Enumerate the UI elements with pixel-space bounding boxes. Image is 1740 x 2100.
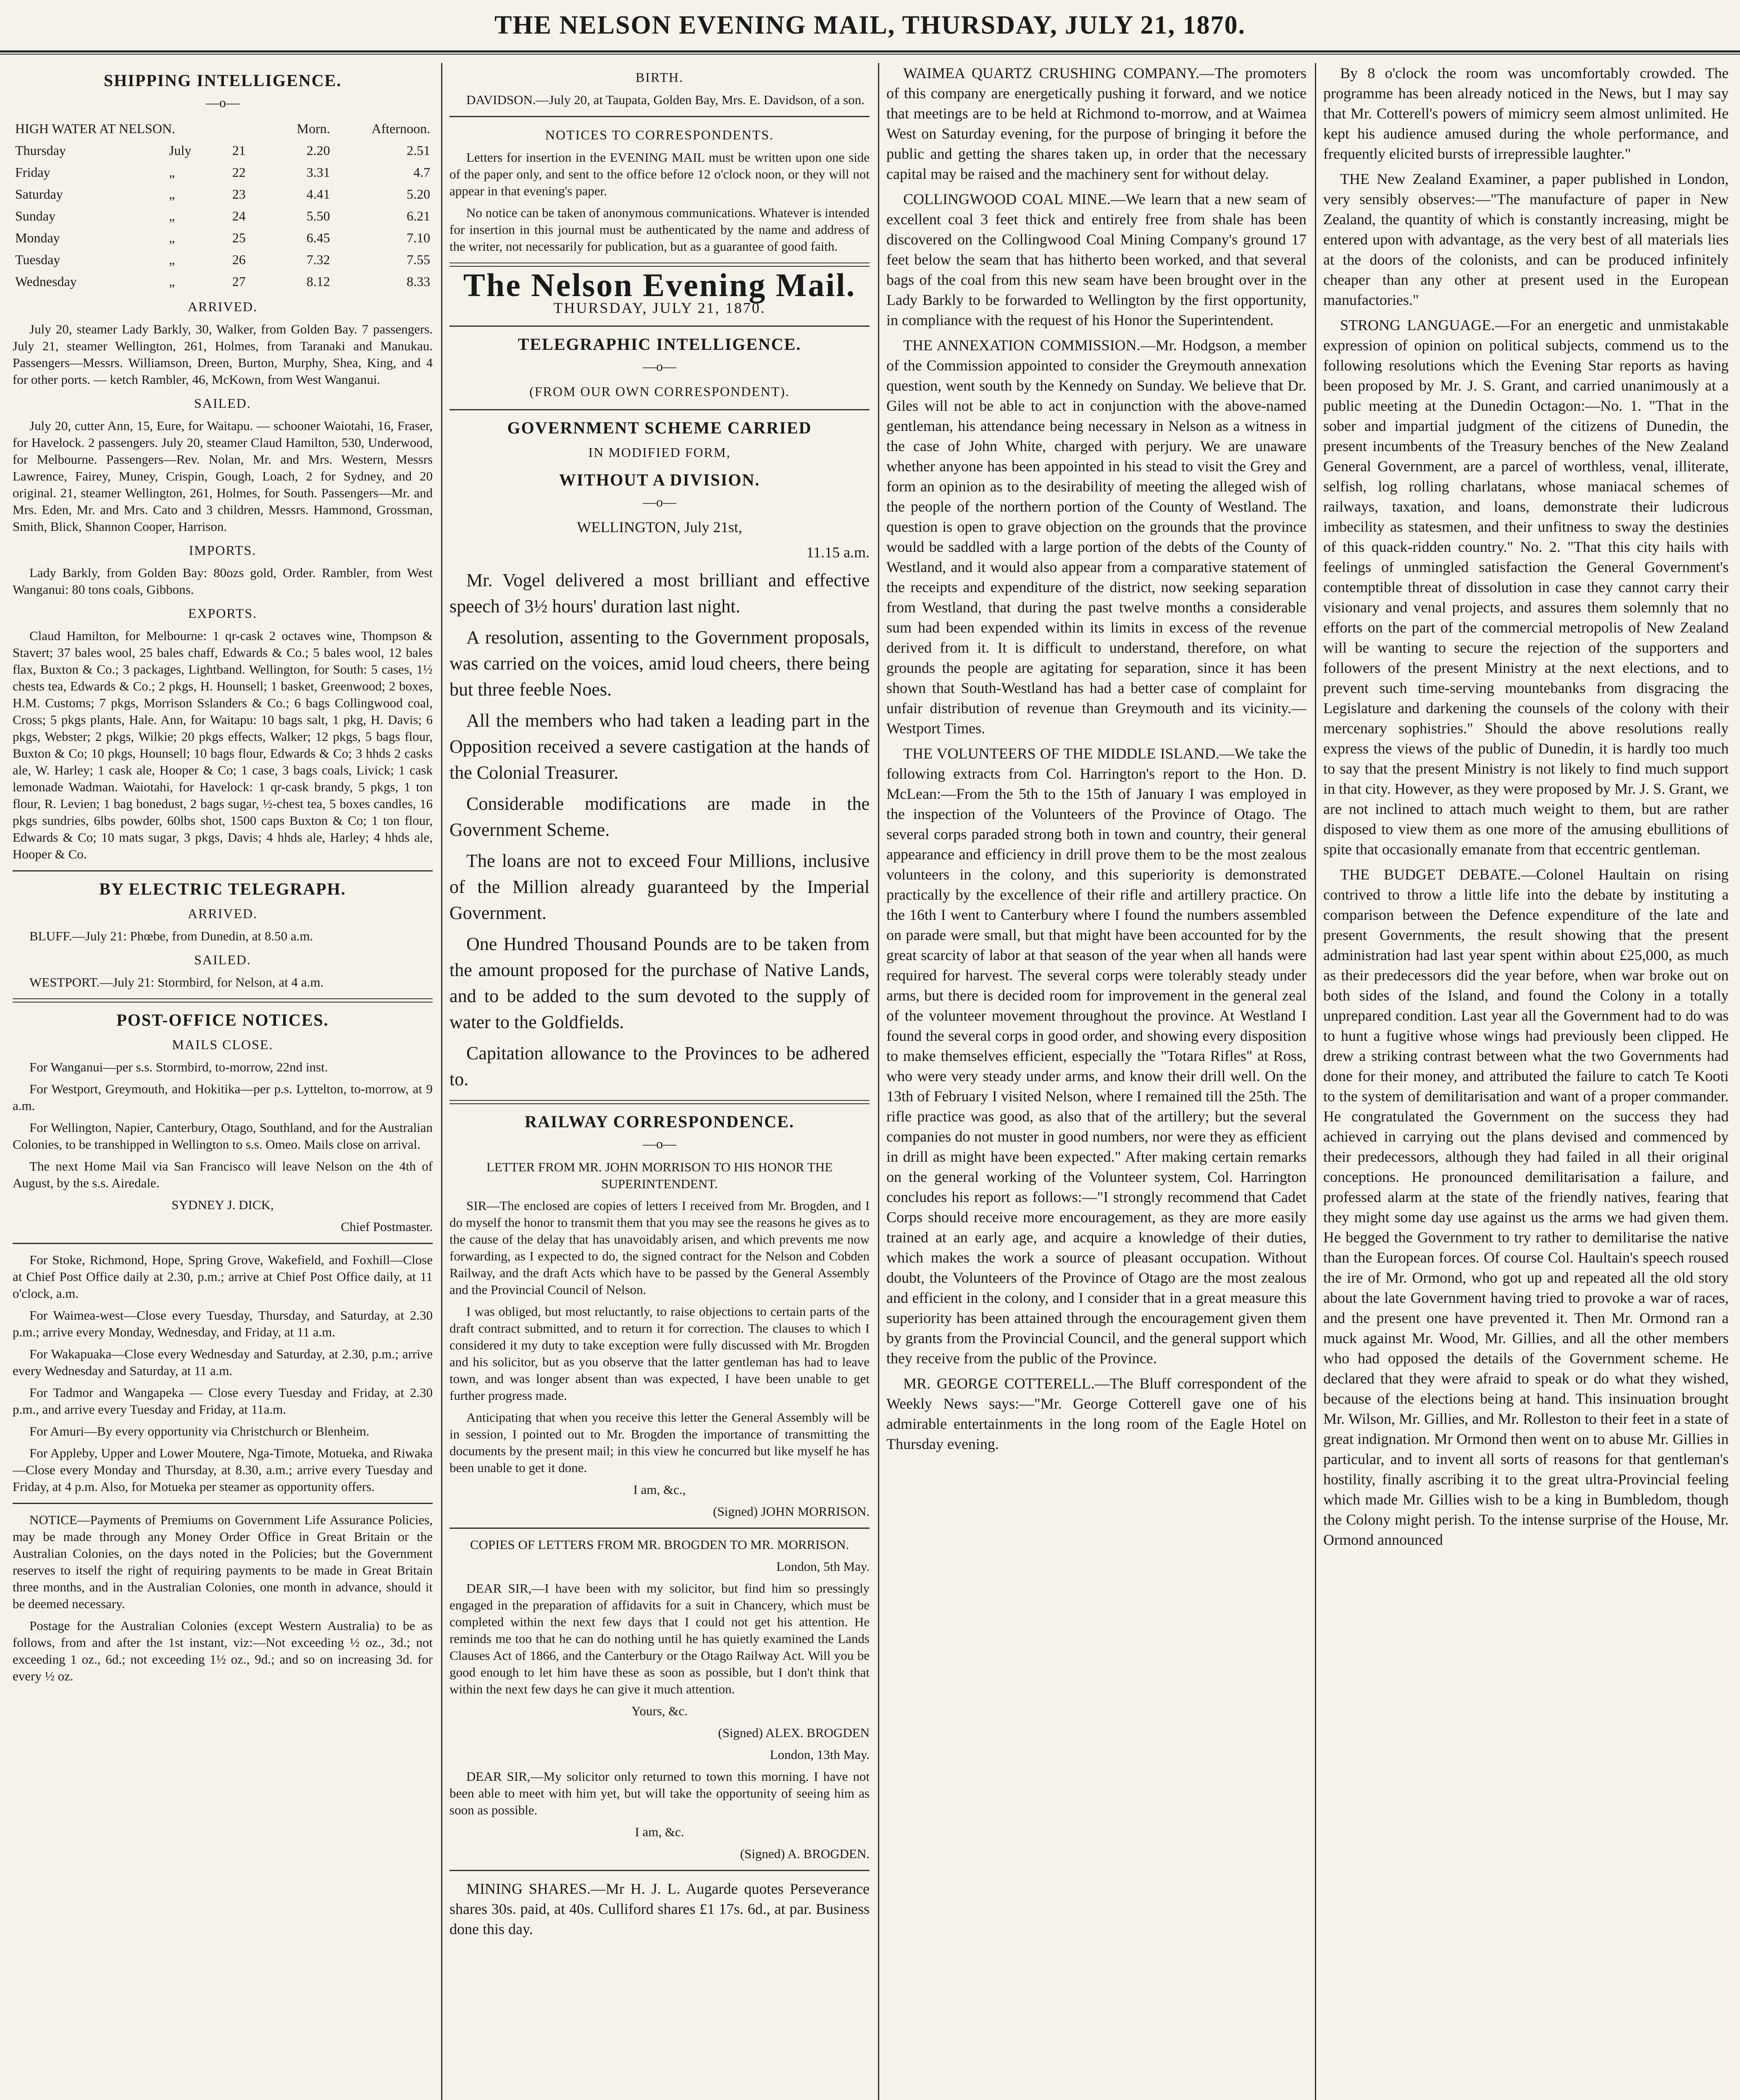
- tide-aft: 7.55: [407, 252, 430, 267]
- signature-line: I am, &c.,: [633, 1482, 686, 1497]
- government-heading-3: WITHOUT A DIVISION.: [559, 470, 760, 489]
- divider: [449, 326, 870, 327]
- separator: —o—: [643, 359, 676, 374]
- divider: [13, 1243, 433, 1244]
- telegraph-heading: BY ELECTRIC TELEGRAPH.: [99, 879, 346, 898]
- tide-aft: 4.7: [413, 165, 430, 180]
- masthead: THE NELSON EVENING MAIL, THURSDAY, JULY 21, 1870.: [0, 0, 1740, 52]
- post-office-heading: POST-OFFICE NOTICES.: [116, 1011, 329, 1029]
- imports-text: Lady Barkly, from Golden Bay: 80ozs gold, Order. Rambler, from West Wanganui: 80 tons coals, Gibbons.: [13, 565, 433, 597]
- tide-row: [13, 270, 433, 292]
- tide-month: July: [169, 143, 192, 158]
- telegram-paragraph: Capitation allowance to the Provinces to be adhered to.: [449, 1043, 870, 1089]
- mails-close-label: MAILS CLOSE.: [172, 1037, 273, 1052]
- birth-heading: BIRTH.: [635, 70, 684, 85]
- railway-heading: RAILWAY CORRESPONDENCE.: [525, 1112, 794, 1131]
- sailed-text: July 20, cutter Ann, 15, Eure, for Waitapu. — schooner Waiotahi, 16, Fraser, for Havelock. 2 passengers. July 20, steamer Claud Hamilton, 530, Underwood, for Melbourne. Passengers—Rev. Nolan, Mr. and Mrs. Western, Messrs Lawrence, Fairey, Muney, Crispin, Gough, Loach, 2 for Sydney, and 20 original. 21, steamer Wellington, 261, Holmes, for South. Passengers—Mr. and Mrs. Eden, Mr. and Mrs. Cato and 3 children, Messrs. Hammond, Grossman, Smith, Blick, Shannon Cooper, Harrison.: [13, 418, 433, 534]
- tide-day: Wednesday: [15, 274, 77, 289]
- separator: —o—: [643, 494, 676, 509]
- arrived-heading: ARRIVED.: [187, 299, 258, 314]
- tide-month: „: [169, 186, 175, 202]
- column-divider: [878, 63, 879, 2100]
- tide-date: 25: [232, 230, 246, 245]
- sailed-heading: SAILED.: [194, 396, 251, 411]
- tide-month: „: [169, 208, 175, 223]
- tide-month: „: [169, 252, 175, 267]
- news-paragraph: THE New Zealand Examiner, a paper published in London, very sensibly observes:—"The manufacture of paper in New Zealand, the quantity of which is constantly increasing, might be entered upon with advantage, as the very best of all materials lies at the doors of the colonists, and can be produced infinitely cheaper than any other at present used in the European manufactories.": [1323, 171, 1729, 308]
- mail-item: For Wanganui—per s.s. Stormbird, to-morrow, 22nd inst.: [29, 1060, 328, 1074]
- tel-sailed-heading: SAILED.: [194, 952, 251, 967]
- telegram-paragraph: The loans are not to exceed Four Millions, inclusive of the Million already guaranteed by the Imperial Government.: [449, 850, 870, 923]
- tide-row: [13, 249, 433, 270]
- telegram-paragraph: One Hundred Thousand Pounds are to be taken from the amount proposed for the purchase of Native Lands, and to be added to the sum devoted to the supply of water to the Goldfields.: [449, 934, 870, 1032]
- tide-morn: 2.20: [306, 143, 330, 158]
- notices-text: Letters for insertion in the EVENING MAIL must be written upon one side of the paper only, and sent to the office before 12 o'clock noon, or they will not appear in that evening's paper.: [449, 150, 870, 198]
- news-paragraph: COLLINGWOOD COAL MINE.—We learn that a new seam of excellent coal 3 feet thick and entirely free from shale has been discovered on the Collingwood Coal Mining Company's ground 17 feet below the seam that has hitherto been worked, and that several bags of the coal from this new seam have been brought over in the Lady Barkly to be forwarded to Wellington by the first opportunity, in compliance with the request of his Honor the Superintendent.: [886, 191, 1306, 328]
- column-2: [449, 63, 870, 2100]
- tel-arrived-text: BLUFF.—July 21: Phœbe, from Dunedin, at 8.50 a.m.: [29, 929, 313, 943]
- separator: —o—: [643, 1136, 676, 1151]
- copies-heading: COPIES OF LETTERS FROM MR. BROGDEN TO MR. MORRISON.: [470, 1537, 849, 1552]
- tide-morn: 6.45: [306, 230, 330, 245]
- government-heading-2: IN MODIFIED FORM,: [588, 445, 731, 460]
- news-paragraph: THE BUDGET DEBATE.—Colonel Haultain on rising contrived to throw a little life into the debate by instituting a comparison between the Defence expenditure of the late and present Governments, the result showing that the present administration had last year spent within about £25,000, as much as their predecessors did the year before, when war broke out on both sides of the Island, and found the Colony in a totally unprepared condition. Last year all the Government had to do was to hunt a fugitive whose wings had previously been clipped. He drew a striking contrast between what the two Governments had done for their money, and attributed the failure to catch Te Kooti to the system of demilitarisation and want of a proper commander. He congratulated the Government on the success they had achieved in carrying out the plans devised and commenced by their predecessors, although they had failed in all their original conceptions. He pronounced demilitarisation a failure, and professed alarm at the state of the friendly natives, fearing that they might some day use against us the arms we had given them. He begged the Government to try rather to demilitarise the native than the European forces. Of course Col. Haultain's speech roused the ire of Mr. Ormond, who got up and repeated all the old story about the late Government having tried to provoke a war of races, and the present one have prevented it. Then Mr. Ormond ran a muck against Mr. Wood, Mr. Gillies, and all the other members who had opposed the details of the Government scheme. He declared that they were afraid to speak or do what they wished, because of the elections being at hand. This insinuation brought Mr. Wilson, Mr. Gillies, and Mr. Rolleston to their feet in a state of great indignation. Mr Ormond then went on to abuse Mr. Gillies in particular, and to invent all sorts of reasons for that gentleman's hostility, finally ascribing it to the great ultra-Provincial feeling which made Mr. Gillies wish to be a king in Bumbledom, though the Colony might perish. To the intense surprise of the House, Mr. Ormond announced: [1323, 866, 1729, 1548]
- inland-mail-item: For Stoke, Richmond, Hope, Spring Grove, Wakefield, and Foxhill—Close at Chief Post Office daily at 2.30, p.m.; arrive at Chief Post Office daily, at 11 o'clock, a.m.: [13, 1252, 433, 1301]
- signature-name: (Signed) ALEX. BROGDEN: [718, 1725, 870, 1740]
- tide-aft: 2.51: [407, 143, 430, 158]
- mail-item: The next Home Mail via San Francisco will leave Nelson on the 4th of August, by the s.s. Airedale.: [13, 1159, 433, 1190]
- signature-name: (Signed) JOHN MORRISON.: [713, 1504, 870, 1519]
- divider: [449, 262, 870, 267]
- tide-table: [13, 118, 433, 292]
- news-paragraph: WAIMEA QUARTZ CRUSHING COMPANY.—The promoters of this company are energetically pushing it forward, and we notice that meetings are to be held at Richmond to-morrow, and at Waimea West on Saturday evening, for the purpose of bringing it before the public and getting the shares taken up, in order that the necessary capital may be raised and the machinery sent for without delay.: [886, 65, 1306, 182]
- tide-day: Monday: [15, 230, 60, 245]
- tel-sailed-text: WESTPORT.—July 21: Stormbird, for Nelson, at 4 a.m.: [29, 975, 324, 990]
- signature-name: (Signed) A. BROGDEN.: [740, 1846, 870, 1861]
- tide-aft: 7.10: [407, 230, 430, 245]
- news-paragraph: THE VOLUNTEERS OF THE MIDDLE ISLAND.—We take the following extracts from Col. Harrington's report to the Hon. D. McLean:—From the 5th to the 15th of January I was employed in the inspection of the Volunteers of the Province of Otago. The several corps paraded strong both in town and country, their general appearance and efficiency in drill prove them to be the most zealous volunteers in the colony, and this superiority is demonstrated practically by the excellence of their rifle and artillery practice. On the 16th I went to Canterbury where I found the numbers assembled on parade were small, but that might have been accounted for by the great scarcity of labor at that season of the year when all hands were required for harvest. The several corps were tolerably steady under arms, but there is decided room for improvement in the general zeal of the volunteer movement throughout the province. At Westland I found the several corps in good order, and showing every disposition to make themselves efficient, especially the "Totara Rifles" at Ross, who were very steady under arms, and know their drill well. On the 13th of February I visited Nelson, where I remained till the 25th. The rifle practice was good, as also that of the artillery; but the several companies do not muster in good numbers, nor were they as efficient in drill as might have been expected." After making certain remarks on the general working of the Volunteer system, Col. Harrington concludes his report as follows:—"I strongly recommend that Cadet Corps should receive more encouragement, as they are more easily trained at an early age, and acquire a knowledge of their duties, which makes the work a source of pleasant occupation. Without doubt, the Volunteers of the Province of Otago are the most zealous and efficient in the colony, and I consider that in a great measure this superiority has been attained through the encouragement given them by grants from the Provincial Council, and the general support which they receive from the public of the Province.: [886, 745, 1306, 1367]
- arrived-text: July 20, steamer Lady Barkly, 30, Walker, from Golden Bay. 7 passengers. July 21, steamer Wellington, 261, Holmes, from Taranaki and Manukau. Passengers—Messrs. Williamson, Dreen, Burton, Murphy, Shea, King, and 4 for other ports. — ketch Rambler, 46, McKown, from West Wanganui.: [13, 322, 433, 387]
- tide-morn: 5.50: [306, 208, 330, 223]
- dateline: WELLINGTON, July 21st,: [577, 519, 742, 536]
- notices-heading: NOTICES TO CORRESPONDENTS.: [545, 127, 774, 142]
- column-divider: [441, 63, 442, 2100]
- inland-mail-item: For Tadmor and Wangapeka — Close every Tuesday and Friday, at 2.30 p.m., and arrive every Tuesday and Friday, at 11a.m.: [13, 1385, 433, 1417]
- tide-row: [13, 161, 433, 183]
- tide-morn: 7.32: [306, 252, 330, 267]
- postmaster-title: Chief Postmaster.: [341, 1219, 433, 1234]
- inland-mail-item: For Amuri—By every opportunity via Christchurch or Blenheim.: [29, 1424, 370, 1438]
- telegraphic-heading: TELEGRAPHIC INTELLIGENCE.: [518, 335, 802, 354]
- telegram-paragraph: A resolution, assenting to the Government proposals, was carried on the voices, amid loud cheers, there being but three feeble Noes.: [449, 627, 870, 700]
- tide-morn: 3.31: [306, 165, 330, 180]
- mail-item: For Wellington, Napier, Canterbury, Otago, Southland, and for the Australian Colonies, to be transhipped in Wellington to s.s. Omeo. Mails close on arrival.: [13, 1120, 433, 1152]
- divider: [449, 1100, 870, 1104]
- tide-row: [13, 183, 433, 205]
- tide-morn: 4.41: [306, 186, 330, 202]
- tide-date: 27: [232, 274, 246, 289]
- divider: [449, 116, 870, 117]
- letter-paragraph: DEAR SIR,—My solicitor only returned to town this morning. I have not been able to meet with him yet, but will take the opportunity of seeing him as soon as possible.: [449, 1769, 870, 1817]
- tide-header-row: [13, 118, 433, 139]
- paper-title: The Nelson Evening Mail.: [463, 267, 856, 303]
- news-paragraph: By 8 o'clock the room was uncomfortably crowded. The programme has been already noticed in the News, but I may say that Mr. Cotterell's powers of mimicry seem almost unlimited. He kept his audience amused during the whole performance, and frequently elicited bursts of irrepressible laughter.": [1323, 65, 1729, 162]
- tide-day: Friday: [15, 165, 50, 180]
- tide-day: Sunday: [15, 208, 55, 223]
- letter-date: London, 5th May.: [776, 1559, 870, 1574]
- divider: [449, 1528, 870, 1529]
- divider: [449, 1870, 870, 1871]
- mail-item: For Westport, Greymouth, and Hokitika—per p.s. Lyttelton, to-morrow, at 9 a.m.: [13, 1082, 433, 1113]
- assurance-notice: NOTICE—Payments of Premiums on Government Life Assurance Policies, may be made through any Money Order Office in Great Britain or the Australian Colonies, on the days noted in the Policies; but the Government reserves to itself the right of requiring payments to be made in Great Britain three months, and in the Australian Colonies, one month in advance, should it be deemed necessary.: [13, 1512, 433, 1611]
- masthead-rule: [0, 54, 1740, 55]
- railway-paragraph: I was obliged, but most reluctantly, to raise objections to certain parts of the draft contract submitted, and to return it for correction. The clauses to which I considered it my duty to take exception were fully discussed with Mr. Brogden and his solicitor, but as you observe that the latter gentleman has had to leave town, and was longer absent than was expected, I have been unable to get further progress made.: [449, 1304, 870, 1403]
- birth-text: DAVIDSON.—July 20, at Taupata, Golden Bay, Mrs. E. Davidson, of a son.: [466, 92, 865, 107]
- tide-morn: 8.12: [306, 274, 330, 289]
- railway-paragraph: SIR—The enclosed are copies of letters I received from Mr. Brogden, and I do myself the honor to transmit them that you may see the reasons he gives as to the cause of the delay that has unavoidably arisen, and which prevents me now forwarding, as I expected to do, the signed contract for the Nelson and Cobden Railway, and the draft Acts which have to be passed by the General Assembly and the Provincial Council of Nelson.: [449, 1198, 870, 1297]
- tide-aft: 8.33: [407, 274, 430, 289]
- tide-row: [13, 227, 433, 249]
- tide-day: Saturday: [15, 186, 63, 202]
- telegram-paragraph: Considerable modifications are made in the Government Scheme.: [449, 793, 870, 840]
- tel-arrived-heading: ARRIVED.: [187, 906, 258, 921]
- news-paragraph: MR. GEORGE COTTERELL.—The Bluff correspondent of the Weekly News says:—"Mr. George Cotterell gave one of his admirable entertainments in the long room of the Eagle Hotel on Thursday evening.: [886, 1375, 1306, 1452]
- shipping-heading: SHIPPING INTELLIGENCE.: [103, 71, 342, 90]
- government-heading-1: GOVERNMENT SCHEME CARRIED: [507, 418, 812, 437]
- tide-row: [13, 139, 433, 161]
- telegram-paragraph: Mr. Vogel delivered a most brilliant and effective speech of 3½ hours' duration last night.: [449, 570, 870, 617]
- tide-date: 26: [232, 252, 246, 267]
- high-water-label: HIGH WATER AT NELSON.: [15, 121, 176, 136]
- postage-notice: Postage for the Australian Colonies (except Western Australia) to be as follows, from and after the 1st instant, viz:—Not exceeding ½ oz., 3d.; not exceeding 1 oz., 6d.; not exceeding 1½ oz., 9d.; and so on increasing 3d. for every ½ oz.: [13, 1618, 433, 1683]
- tide-date: 24: [232, 208, 246, 223]
- tide-aft: 5.20: [407, 186, 430, 202]
- inland-mail-item: For Appleby, Upper and Lower Moutere, Nga-Timote, Motueka, and Riwaka—Close every Monday and Thursday, at 8.30, a.m.; arrive every Tuesday and Friday, at 4 p.m. Also, for Motueka per steamer as opportunity offers.: [13, 1446, 433, 1494]
- tide-day: Tuesday: [15, 252, 60, 267]
- divider: [13, 1503, 433, 1504]
- tide-row: [13, 205, 433, 227]
- column-3: [886, 63, 1306, 2100]
- notices-text: No notice can be taken of anonymous communications. Whatever is intended for insertion in this journal must be authenticated by the name and address of the writer, not necessarily for publication, but as a guarantee of good faith.: [449, 205, 870, 254]
- divider: [13, 870, 433, 872]
- signature-line: I am, &c.: [635, 1824, 684, 1839]
- letter-date: London, 13th May.: [770, 1747, 870, 1762]
- tide-date: 23: [232, 186, 246, 202]
- postmaster-name: SYDNEY J. DICK,: [171, 1197, 274, 1212]
- column-1: [13, 63, 433, 2100]
- letter-paragraph: DEAR SIR,—I have been with my solicitor, but find him so pressingly engaged in the preparation of affidavits for a suit in Chancery, which must be completed within the next few days that I could not get his attention. He reminds me too that he can do nothing until he has quietly examined the Lands Clauses Act of 1866, and the Canterbury or the Otago Railway Act. Will you be good enough to let him have these as soon as possible, but I don't think that within the next few days he can give it much attention.: [449, 1581, 870, 1696]
- exports-text: Claud Hamilton, for Melbourne: 1 qr-cask 2 octaves wine, Thompson & Stavert; 37 bales wool, 25 bales chaff, Edwards & Co.; 5 bales wool, 12 bales flax, Buxton & Co.; 3 packages, Lightband. Wellington, for South: 5 cases, 1½ chests tea, Edwards & Co.; 2 pkgs, H. Hounsell; 1 basket, Greenwood; 2 boxes, H.M. Customs; 7 pkgs, Morrison Sslanders & Co.; 6 bags Collingwood coal, Cross; 5 pkgs plants, Hale. Ann, for Waitapu: 10 bags salt, 1 pkg, H. Davis; 6 pkgs, Webster; 2 pkgs, Wilkie; 20 pkgs effects, Walker; 12 pkgs, 5 bags flour, Buxton & Co; 10 pkgs, Hounsell; 10 bags flour, Edwards & Co; 3 hhds 2 casks ale, W. Harley; 1 cask ale, Hooper & Co; 1 case, 3 bags coals, Livick; 1 cask lemonade Wadman. Waiotahi, for Havelock: 1 qr-cask brandy, 5 pkgs, 1 ton flour, R. Levien; 1 bag bonedust, 2 bags sugar, ½-chest tea, 5 boxes candles, 16 pkgs sundries, 6lbs powder, 60lbs shot, 1500 caps Buxton & Co; 1 ton flour, Edwards & Co; 10 mats sugar, 3 pkgs, Davis; 4 hhds ale, Harley; 4 hhds ale, Hooper & Co.: [13, 628, 433, 861]
- paper-date: THURSDAY, JULY 21, 1870.: [553, 299, 766, 316]
- inland-mail-item: For Waimea-west—Close every Tuesday, Thursday, and Saturday, at 2.30 p.m.; arrive every Monday, Wednesday, and Friday, at 11 a.m.: [13, 1308, 433, 1339]
- divider: [449, 409, 870, 410]
- inland-mail-item: For Wakapuaka—Close every Wednesday and Saturday, at 2.30, p.m.; arrive every Wednesday and Saturday, at 11 a.m.: [13, 1347, 433, 1378]
- tide-date: 21: [232, 143, 246, 158]
- separator: —o—: [206, 95, 239, 110]
- railway-subheading: LETTER FROM MR. JOHN MORRISON TO HIS HONOR THE SUPERINTENDENT.: [486, 1160, 833, 1191]
- dateline-time: 11.15 a.m.: [806, 544, 870, 561]
- tide-month: „: [169, 165, 175, 180]
- own-correspondent: (FROM OUR OWN CORRESPONDENT).: [529, 384, 790, 399]
- railway-paragraph: Anticipating that when you receive this letter the General Assembly will be in session, I pointed out to Mr. Brogden the importance of transmitting the documents by the present mail; in this view he concurred but like myself he has been unable to get it done.: [449, 1410, 870, 1475]
- morn-label: Morn.: [297, 121, 330, 136]
- news-paragraph: THE ANNEXATION COMMISSION.—Mr. Hodgson, a member of the Commission appointed to consider the Greymouth annexation question, went south by the Kennedy on Sunday. We believe that Dr. Giles will not be able to act in conjunction with the above-named gentleman, his attendance being necessary in Nelson as a witness in the case of John White, charged with perjury. We are unaware whether anyone has been appointed in his stead to visit the Grey and form an opinion as to the desirability of meeting the alleged wish of the people of the northern portion of the County of Westland. The question is open to grave objection on the grounds that the province would be saddled with a large portion of the debts of the County of Westland, and it would also appear from a comparative statement of the receipts and expenditure of the district, now seeking separation from Westland, that during the past twelve months a considerable sum had been expended within its limits in excess of the revenue derived from it. It is difficult to understand, therefore, on what grounds the people are agitating for separation, since it has been shown that South-Westland has had a better case of complaint for unfair distribution of revenue than Greymouth and its vicinity.—Westport Times.: [886, 337, 1306, 737]
- imports-heading: IMPORTS.: [189, 543, 257, 558]
- divider: [13, 998, 433, 1003]
- mining-shares: MINING SHARES.—Mr H. J. L. Augarde quotes Perseverance shares 30s. paid, at 40s. Culliford shares £1 17s. 6d., at par. Business done this day.: [449, 1880, 870, 1937]
- telegram-paragraph: All the members who had taken a leading part in the Opposition received a severe castigation at the hands of the Colonial Treasurer.: [449, 710, 870, 783]
- column-divider: [1315, 63, 1316, 2100]
- tide-month: „: [169, 230, 175, 245]
- tide-date: 22: [232, 165, 246, 180]
- signature-line: Yours, &c.: [631, 1704, 688, 1718]
- news-paragraph: STRONG LANGUAGE.—For an energetic and unmistakable expression of opinion on political subjects, commend us to the following resolutions which the Evening Star reports as having been proposed by Mr. J. S. Grant, and carried unanimously at a public meeting at the Dunedin Octagon:—No. 1. "That in the sober and impartial judgment of the citizens of Dunedin, the present incumbents of the Treasury benches of the New Zealand General Government, are a parcel of worthless, venal, illiterate, selfish, log rolling charlatans, whose maniacal schemes of railways, taxation, and loans, demonstrate their ludicrous imbecility as statesmen, and their unfitness to sway the destinies of this quack-ridden country." No. 2. "That this city hails with feelings of unmingled satisfaction the General Government's contemptible threat of dissolution in case they cannot carry their visionary and venal projects, and assures them solemnly that no efforts on the part of the commercial metropolis of New Zealand will be wanting to secure the rejection of the supporters and followers of the present Ministry at the next elections, and to prevent such time-serving mountebanks from disgracing the Legislature and darkening the counsels of the colony with their mercenary sophistries." Should the above resolutions really express the views of the public of Dunedin, it is hardly too much to say that the present Ministry is not likely to find much support in that city. However, as they were proposed by Mr. J. S. Grant, we are not inclined to attach much weight to them, but are rather disposed to view them as one more of the amusing ebullitions of spite that occasionally emanate from that eccentric gentleman.: [1323, 317, 1729, 858]
- tide-month: „: [169, 274, 175, 289]
- column-4: [1323, 63, 1729, 2100]
- tide-aft: 6.21: [407, 208, 430, 223]
- afternoon-label: Afternoon.: [371, 121, 430, 136]
- tide-day: Thursday: [15, 143, 66, 158]
- exports-heading: EXPORTS.: [188, 606, 258, 621]
